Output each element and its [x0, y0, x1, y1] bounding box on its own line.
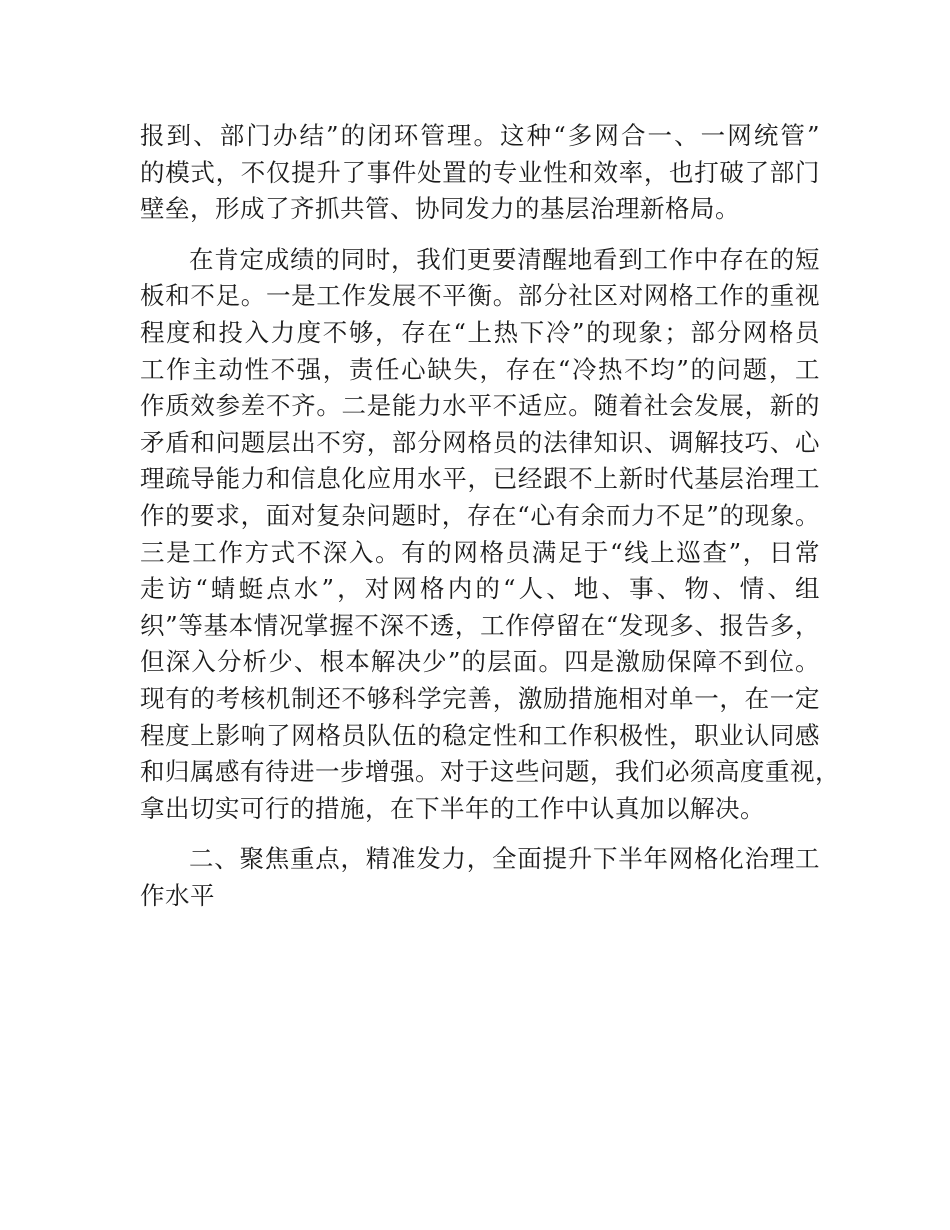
text-line: 但深入分析少、根本解决少”的层面。四是激励保障不到位。	[140, 647, 820, 677]
text-line: 板和不足。一是工作发展不平衡。部分社区对网格工作的重视	[140, 281, 820, 311]
text-line: 拿出切实可行的措施，在下半年的工作中认真加以解决。	[140, 793, 765, 823]
text-line: 作的要求，面对复杂问题时，存在“心有余而力不足”的现象。	[140, 500, 820, 530]
text-line: 程度和投入力度不够，存在“上热下冷”的现象；部分网格员	[140, 317, 820, 347]
heading-line: 二、聚焦重点，精准发力，全面提升下半年网格化治理工	[189, 844, 820, 874]
heading-line: 作水平	[140, 880, 215, 910]
text-line: 现有的考核机制还不够科学完善，激励措施相对单一，在一定	[140, 683, 820, 713]
text-line: 三是工作方式不深入。有的网格员满足于“线上巡查”，日常	[140, 537, 820, 567]
text-line: 的模式，不仅提升了事件处置的专业性和效率，也打破了部门	[140, 157, 820, 187]
text-line: 走访“蜻蜓点水”，对网格内的“人、地、事、物、情、组	[140, 574, 820, 604]
paragraph-continuation	[140, 118, 820, 228]
text-line: 作质效参差不齐。二是能力水平不适应。随着社会发展，新的	[140, 391, 820, 421]
paragraph-shortcomings	[140, 242, 840, 828]
text-line: 程度上影响了网格员队伍的稳定性和工作积极性，职业认同感	[140, 720, 820, 750]
text-line: 织”等基本情况掌握不深不透，工作停留在“发现多、报告多，	[140, 610, 820, 640]
text-line: 理疏导能力和信息化应用水平，已经跟不上新时代基层治理工	[140, 464, 820, 494]
text-line: 矛盾和问题层出不穷，部分网格员的法律知识、调解技巧、心	[140, 427, 820, 457]
text-line: 工作主动性不强，责任心缺失，存在“冷热不均”的问题，工	[140, 354, 820, 384]
text-line: 和归属感有待进一步增强。对于这些问题，我们必须高度重视，	[140, 757, 840, 787]
text-line: 报到、部门办结”的闭环管理。这种“多网合一、一网统管”	[140, 121, 820, 150]
text-line: 在肯定成绩的同时，我们更要清醒地看到工作中存在的短	[189, 244, 820, 274]
text-line: 壁垒，形成了齐抓共管、协同发力的基层治理新格局。	[140, 194, 740, 224]
document-body	[140, 118, 840, 914]
section-heading	[140, 841, 820, 914]
